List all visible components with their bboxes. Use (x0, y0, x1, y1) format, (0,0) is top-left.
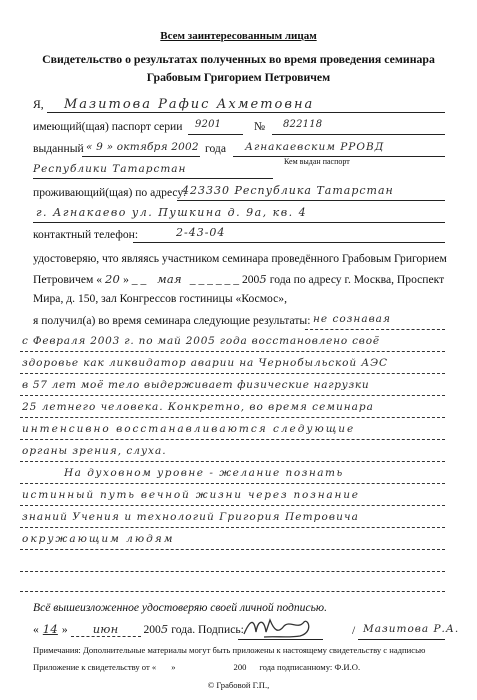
appendix-text: Приложение к свидетельству от « » 200 года подписанному: Ф.И.О. (33, 662, 361, 672)
signature-scribble (240, 612, 320, 642)
results-underline-12 (20, 591, 445, 592)
results-line-6: органы зрения, слуха. (22, 445, 167, 457)
results-underline-1 (20, 351, 445, 352)
copyright-footer: © Грабовой Г.П., (207, 680, 270, 690)
passport-number-underline (272, 134, 445, 135)
seminar-day: 20 (105, 272, 121, 286)
address-line1-underline (177, 200, 445, 201)
results-underline-0 (305, 329, 445, 330)
issued-date-underline (82, 156, 200, 157)
address-line2: г. Агнакаево ул. Пушкина д. 9а, кв. 4 (36, 206, 308, 219)
confirm-text: Всё вышеизложенное удостоверяю своей личной подписью. (33, 601, 327, 614)
certify-line3: Мира, д. 150, зал Конгрессов гостиницы «Космос», (33, 292, 287, 305)
results-underline-7 (20, 483, 445, 484)
results-line-1: с Февраля 2003 г. по май 2005 года восстановлено своё (22, 335, 380, 347)
address-label: проживающий(щая) по адресу: (33, 186, 187, 199)
issued-year-label: года (205, 142, 226, 155)
results-line-9: знаний Учения и технологий Григория Петровича (22, 511, 359, 523)
results-underline-8 (20, 505, 445, 506)
sign-month: июн (71, 622, 141, 637)
signature-underline (238, 639, 323, 640)
results-line-5: интенсивно восстанавливаются следующие (22, 423, 356, 435)
passport-label: имеющий(щая) паспорт серии (33, 120, 183, 133)
passport-number: 822118 (283, 119, 323, 130)
name-handwritten: Мазитова Рафис Ахметовна (64, 97, 315, 112)
phone-value: 2-43-04 (176, 226, 226, 239)
results-underline-9 (20, 527, 445, 528)
address-line1: 423330 Республика Татарстан (182, 184, 394, 197)
ya-label: Я, (33, 98, 44, 111)
results-underline-5 (20, 439, 445, 440)
issued-by-cont: Республики Татарстан (33, 163, 187, 175)
certify-year-prefix: 200 (241, 273, 260, 286)
phone-label: контактный телефон: (33, 228, 139, 241)
passport-number-label: № (254, 120, 266, 133)
results-line-2: здоровье как ликвидатор аварии на Чернобыльской АЭС (22, 357, 388, 369)
results-underline-11 (20, 571, 445, 572)
sign-label: года. Подпись: (171, 623, 244, 636)
results-underline-10 (20, 549, 445, 550)
issued-by-cont-underline (33, 178, 273, 179)
results-line-3: в 57 лет моё тело выдерживает физические нагрузки (22, 379, 370, 391)
phone-underline (133, 242, 445, 243)
signature-separator: / (352, 624, 356, 637)
results-underline-6 (20, 461, 445, 462)
sign-year-digit: 5 (160, 622, 169, 636)
issued-date: « 9 » октября 2002 (86, 141, 199, 153)
results-underline-2 (20, 373, 445, 374)
sign-fio-underline (358, 639, 445, 640)
results-label: я получил(а) во время семинара следующие результаты: (33, 314, 311, 327)
passport-series-underline (188, 134, 243, 135)
results-underline-4 (20, 417, 445, 418)
signature-line: « 14 » июн 2005 года. Подпись: (33, 622, 244, 636)
certify-line1: удостоверяю, что являясь участником семинара проведённого Грабовым Григорием (33, 252, 447, 265)
results-line-10: окружающим людям (22, 533, 175, 545)
document-addressee: Всем заинтересованным лицам (160, 30, 317, 42)
document-title-line2: Грабовым Григорием Петровичем (146, 70, 331, 84)
results-line-0: не сознавая (313, 313, 391, 325)
results-underline-3 (20, 395, 445, 396)
results-line-8: истинный путь вечной жизни через познание (22, 489, 360, 501)
certify-line2: Петровичем « 20 » _ _ мая _ _ _ _ _ _ 2005 года по адресу г. Москва, Проспект (33, 272, 445, 286)
certify-prefix: Петровичем « (33, 273, 103, 286)
issued-by: Агнакаевским РРОВД (245, 141, 385, 153)
certify-suffix: года по адресу г. Москва, Проспект (269, 273, 445, 286)
sign-day: 14 (42, 622, 58, 636)
issued-label: выданный (33, 142, 84, 155)
passport-series: 9201 (195, 119, 222, 130)
name-underline (47, 112, 445, 113)
address-line2-underline (33, 222, 445, 223)
document-title-line1: Свидетельство о результатах полученных во время проведения семинара (42, 52, 435, 66)
issued-by-caption: Кем выдан паспорт (284, 157, 350, 166)
sign-fio: Мазитова Р.А. (363, 623, 460, 635)
seminar-year-digit: 5 (259, 272, 267, 286)
note-text: Примечания: Дополнительные материалы могут быть приложены к настоящему свидетельству с надписью (33, 645, 426, 655)
results-line-4: 25 летнего человека. Конкретно, во время семинара (22, 401, 374, 413)
results-line-7: На духовном уровне - желание познать (64, 467, 344, 479)
sign-year-prefix: 200 (143, 623, 161, 636)
seminar-month: мая (157, 272, 182, 286)
